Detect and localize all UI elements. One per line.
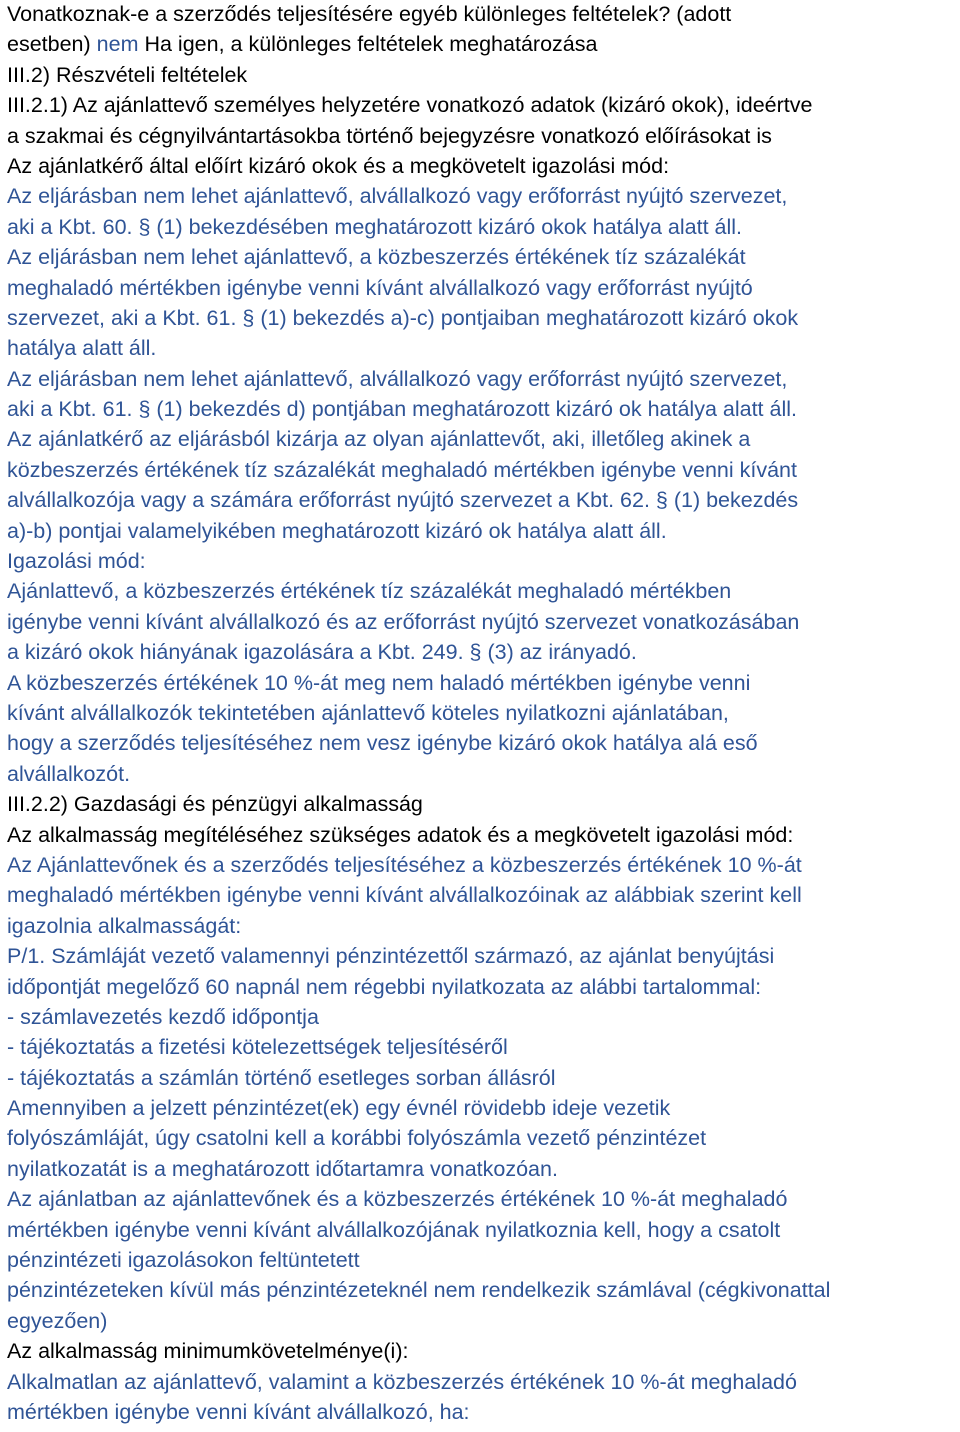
field-value-text: P/1. Számláját vezető valamennyi pénzintézettől származó, az ajánlat benyújtási: [7, 944, 775, 969]
field-value-text: egyezően): [7, 1308, 108, 1333]
field-value-text: hogy a szerződés teljesítéséhez nem vesz igénybe kizáró okok hatálya alá eső: [7, 731, 758, 756]
field-value-text: folyószámláját, úgy csatolni kell a korábbi folyószámla vezető pénzintézet: [7, 1126, 707, 1151]
text-line: [7, 1123, 957, 1153]
text-line: [7, 303, 957, 333]
text-line: [7, 333, 957, 363]
text-line: [7, 121, 957, 151]
field-value-text: meghaladó mértékben igénybe venni kívánt alvállalkozó vagy erőforrást nyújtó: [7, 275, 753, 300]
text-line: [7, 516, 957, 546]
field-value-text: Alkalmatlan az ajánlattevő, valamint a közbeszerzés értékének 10 %-át meghaladó: [7, 1369, 797, 1394]
text-line: [7, 1336, 957, 1366]
text-line: [7, 728, 957, 758]
text-line: [7, 576, 957, 606]
text-line: [7, 546, 957, 576]
field-value-text: nyilatkozatát is a meghatározott időtartamra vonatkozóan.: [7, 1156, 558, 1181]
text-line: [7, 1367, 957, 1397]
field-value-text: Az eljárásban nem lehet ajánlattevő, a közbeszerzés értékének tíz százalékát: [7, 245, 746, 270]
text-line: [7, 242, 957, 272]
field-value-text: hatálya alatt áll.: [7, 336, 157, 361]
text-line: [7, 1154, 957, 1184]
field-label-text: a szakmai és cégnyilvántartásokba történő bejegyzésre vonatkozó előírásokat is: [7, 123, 772, 148]
field-label-text: Ha igen, a különleges feltételek meghatározása: [138, 32, 598, 57]
text-line: [7, 789, 957, 819]
text-line: [7, 911, 957, 941]
text-line: [7, 668, 957, 698]
text-line: [7, 29, 957, 59]
field-value-text: Amennyiben a jelzett pénzintézet(ek) egy évnél rövidebb ideje vezetik: [7, 1096, 671, 1121]
field-value-text: alvállalkozót.: [7, 761, 131, 786]
text-line: [7, 151, 957, 181]
text-line: [7, 880, 957, 910]
text-line: [7, 850, 957, 880]
field-value-text: aki a Kbt. 60. § (1) bekezdésében meghatározott kizáró okok hatálya alatt áll.: [7, 214, 743, 239]
text-line: [7, 759, 957, 789]
field-value-text: közbeszerzés értékének tíz százalékát meghaladó mértékben igénybe venni kívánt: [7, 457, 797, 482]
field-value-text: a)-b) pontjai valamelyikében meghatározott kizáró ok hatálya alatt áll.: [7, 518, 667, 543]
text-line: [7, 1184, 957, 1214]
text-line: [7, 212, 957, 242]
text-line: [7, 273, 957, 303]
text-line: [7, 455, 957, 485]
field-label-text: Vonatkoznak-e a szerződés teljesítésére egyéb különleges feltételek? (adott: [7, 2, 732, 26]
text-line: [7, 90, 957, 120]
text-line: [7, 637, 957, 667]
text-line: [7, 485, 957, 515]
text-line: [7, 1245, 957, 1275]
field-value-text: mértékben igénybe venni kívánt alvállalkozójának nyilatkoznia kell, hogy a csatolt: [7, 1217, 781, 1242]
field-value-text: igénybe venni kívánt alvállalkozó és az erőforrást nyújtó szervezet vonatkozásában: [7, 609, 800, 634]
field-label-text: esetben): [7, 32, 97, 57]
field-value-text: Az ajánlatban az ajánlattevőnek és a közbeszerzés értékének 10 %-át meghaladó: [7, 1187, 788, 1212]
field-value-text: Az eljárásban nem lehet ajánlattevő, alvállalkozó vagy erőforrást nyújtó szervezet,: [7, 366, 788, 391]
text-line: [7, 1032, 957, 1062]
field-value-text: - számlavezetés kezdő időpontja: [7, 1004, 319, 1029]
field-value-text: Ajánlattevő, a közbeszerzés értékének tíz százalékát meghaladó mértékben: [7, 579, 732, 604]
field-value-text: kívánt alvállalkozók tekintetében ajánlattevő köteles nyilatkozni ajánlatában,: [7, 700, 729, 725]
field-value-text: Az Ajánlattevőnek és a szerződés teljesítéséhez a közbeszerzés értékének 10 %-át: [7, 852, 802, 877]
text-line: [7, 394, 957, 424]
field-label-text: III.2) Részvételi feltételek: [7, 62, 248, 87]
text-line: [7, 1215, 957, 1245]
field-label-text: Az ajánlatkérő által előírt kizáró okok és a megkövetelt igazolási mód:: [7, 153, 670, 178]
text-line: [7, 1093, 957, 1123]
text-line: [7, 607, 957, 637]
text-line: [7, 181, 957, 211]
field-label-text: III.2.1) Az ajánlattevő személyes helyzetére vonatkozó adatok (kizáró okok), ideértve: [7, 93, 813, 118]
field-label-text: Az alkalmasság minimumkövetelménye(i):: [7, 1339, 409, 1364]
field-value-text: a kizáró okok hiányának igazolására a Kbt. 249. § (3) az irányadó.: [7, 640, 637, 665]
field-value-text: időpontját megelőző 60 napnál nem régebbi nyilatkozata az alábbi tartalommal:: [7, 974, 762, 999]
field-value-text: nem: [96, 32, 139, 57]
field-value-text: pénzintézeti igazolásokon feltüntetett: [7, 1248, 360, 1273]
text-line: [7, 820, 957, 850]
field-value-text: - tájékoztatás a számlán történő esetleges sorban állásról: [7, 1065, 556, 1090]
field-value-text: meghaladó mértékben igénybe venni kívánt alvállalkozóinak az alábbiak szerint kell: [7, 883, 802, 908]
text-line: [7, 1397, 957, 1427]
text-line: [7, 1002, 957, 1032]
field-value-text: Az eljárásban nem lehet ajánlattevő, alvállalkozó vagy erőforrást nyújtó szervezet,: [7, 184, 788, 209]
field-value-text: alvállalkozója vagy a számára erőforrást nyújtó szervezet a Kbt. 62. § (1) bekezdés: [7, 488, 799, 513]
field-value-text: pénzintézeteken kívül más pénzintézeteknél nem rendelkezik számlával (cégkivonattal: [7, 1278, 831, 1303]
field-value-text: mértékben igénybe venni kívánt alvállalkozó, ha:: [7, 1399, 470, 1424]
text-line: [7, 972, 957, 1002]
text-line: [7, 1275, 957, 1305]
field-value-text: A közbeszerzés értékének 10 %-át meg nem haladó mértékben igénybe venni: [7, 670, 751, 695]
text-line: [7, 60, 957, 90]
field-value-text: Az ajánlatkérő az eljárásból kizárja az olyan ajánlattevőt, aki, illetőleg akinek a: [7, 427, 751, 452]
field-value-text: szervezet, aki a Kbt. 61. § (1) bekezdés a)-c) pontjaiban meghatározott kizáró okok: [7, 305, 799, 330]
text-line: [7, 941, 957, 971]
field-label-text: III.2.2) Gazdasági és pénzügyi alkalmasság: [7, 792, 423, 817]
tender-notice-text: [7, 0, 957, 1427]
field-value-text: - tájékoztatás a fizetési kötelezettségek teljesítéséről: [7, 1035, 508, 1060]
text-line: [7, 1063, 957, 1093]
text-line: [7, 0, 957, 29]
field-value-text: igazolnia alkalmasságát:: [7, 913, 242, 938]
text-line: [7, 424, 957, 454]
text-line: [7, 698, 957, 728]
text-line: [7, 364, 957, 394]
field-value-text: aki a Kbt. 61. § (1) bekezdés d) pontjában meghatározott kizáró ok hatálya alatt áll.: [7, 397, 797, 422]
text-line: [7, 1306, 957, 1336]
field-label-text: Az alkalmasság megítéléséhez szükséges adatok és a megkövetelt igazolási mód:: [7, 822, 794, 847]
field-value-text: Igazolási mód:: [7, 549, 146, 574]
